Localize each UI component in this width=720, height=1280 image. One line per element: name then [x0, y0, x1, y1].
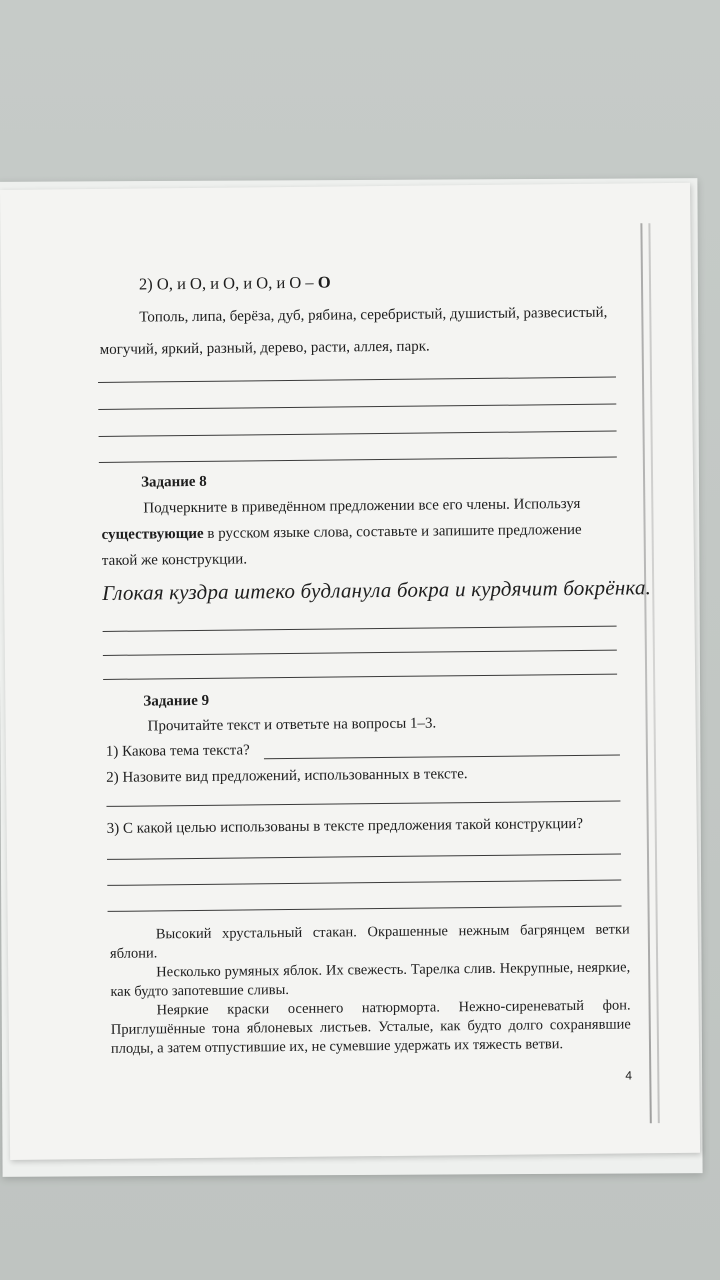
answer-line[interactable]: [103, 650, 617, 656]
task9-intro: Прочитайте текст и ответьте на вопросы 1–3.: [147, 715, 437, 735]
answer-line[interactable]: [106, 801, 620, 807]
answer-line[interactable]: [99, 431, 617, 437]
task9-title: Задание 9: [143, 692, 210, 710]
answer-line[interactable]: [99, 457, 617, 463]
answer-line[interactable]: [107, 854, 621, 860]
word-list-line: могучий, яркий, разный, дерево, расти, аллея, парк.: [99, 338, 430, 358]
answer-line[interactable]: [107, 880, 621, 886]
question-3: 3) С какой целью использованы в тексте предложения такой конструкции?: [106, 815, 584, 837]
question-1: 1) Какова тема текста?: [105, 742, 250, 760]
word-list-line: Тополь, липа, берёза, дуб, рябина, серебристый, душистый, развесистый,: [139, 304, 608, 326]
answer-line[interactable]: [103, 626, 617, 632]
task8-emphasis: существующие: [101, 525, 204, 543]
answer-line[interactable]: [98, 404, 616, 410]
worksheet-page: [0, 183, 700, 1160]
question-2: 2) Назовите вид предложений, использованных в тексте.: [106, 766, 468, 786]
answer-line[interactable]: [103, 674, 617, 680]
task8-instruction-rest: в русском языке слова, составьте и запишите предложение: [203, 521, 582, 542]
task8-instruction-line: [102, 522, 582, 544]
passage-paragraph: Неяркие краски осеннего натюрморта. Нежно-сиреневатый фон. Приглушённые тона яблоневых листьев. Усталые, как будто долго сохранявшие плоды, а затем отпустившие их, не сумевшие удержать их тяжесть ветви.: [110, 997, 631, 1057]
section-heading-bold: О: [317, 272, 331, 292]
answer-line[interactable]: [108, 906, 622, 912]
passage-paragraph: Несколько румяных яблок. Их свежесть. Тарелка слив. Некрупные, неяркие, как будто запотевшие сливы.: [110, 959, 631, 1000]
task8-instruction-line: такой же конструкции.: [101, 551, 248, 569]
passage-paragraph: Высокий хрустальный стакан. Окрашенные нежным багрянцем ветки яблони.: [109, 921, 630, 962]
page-number: 4: [625, 1068, 633, 1083]
answer-line[interactable]: [264, 755, 620, 760]
section-heading-text: 2) О, и О, и О, и О, и О –: [138, 272, 318, 294]
answer-line[interactable]: [98, 377, 616, 383]
section-heading: [139, 273, 331, 295]
task8-instruction-line: Подчеркните в приведённом предложении все его члены. Используя: [143, 495, 581, 517]
task8-title: Задание 8: [140, 473, 207, 491]
task8-sentence: Глокая куздра штеко будланула бокра и курдячит бокрёнка.: [102, 575, 652, 605]
reading-passage: [110, 920, 631, 1058]
